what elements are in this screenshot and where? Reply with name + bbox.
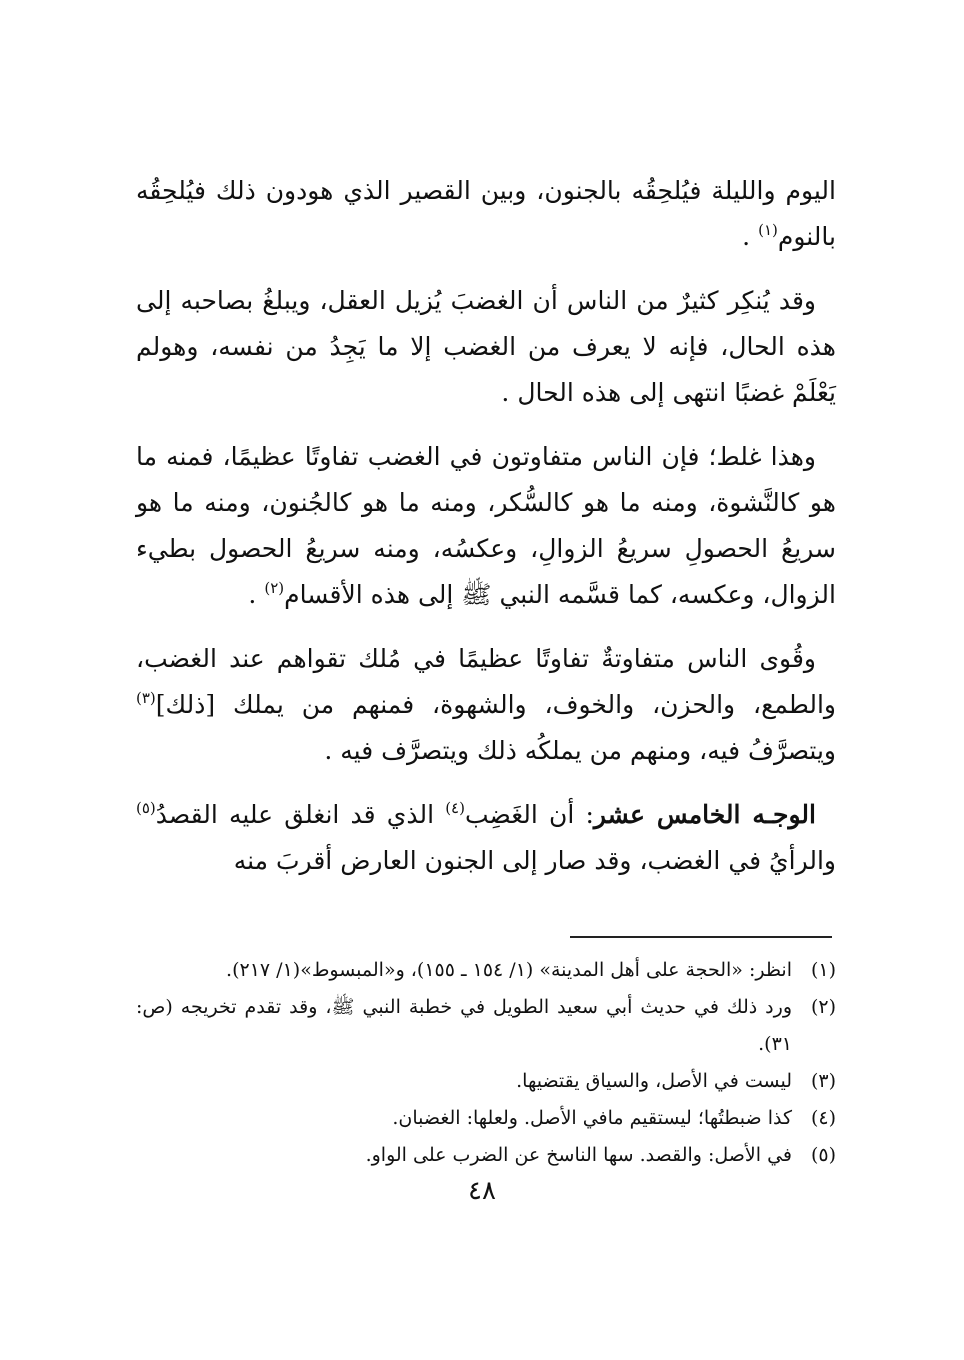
footnote-text: انظر: «الحجة على أهل المدينة» (١/ ١٥٤ ـ ١٥٥)، و«المبسوط»(١/ ٢١٧). [226, 959, 792, 981]
footnotes [136, 952, 836, 1174]
footnote-ref-3[interactable]: (٣) [136, 689, 156, 707]
footnote-text: كذا ضبطتُها؛ ليستقيم مافي الأصل. ولعلها: الغضبان. [392, 1107, 792, 1129]
footnote-number: (٢) [810, 996, 836, 1018]
paragraph-5-text-c: والرأيُ في الغضب، وقد صار إلى الجنون العارض أقربَ منه [233, 846, 836, 875]
footnote-item [136, 989, 836, 1063]
footnote-text: ورد ذلك في حديث أبي سعيد الطويل في خطبة النبي ﷺ، وقد تقدم تخريجه (ص: ٣١). [136, 996, 792, 1055]
paragraph-4-end: ويتصرَّفُ فيه، ومنهم من يملكُه ذلك ويتصرَّف فيه . [324, 736, 836, 765]
main-text [136, 168, 836, 902]
section-heading: الوجـه الخامس عشر [593, 800, 816, 829]
footnote-item [136, 952, 836, 989]
paragraph-4-text: وقُوى الناس متفاوتةٌ تفاوتًا عظيمًا في مُلك تقواهم عند الغضب، والطمع، والحزن، والخوف، والشهوة، فمنهم من يملك [ذلك] [136, 644, 836, 719]
paragraph-2 [136, 278, 836, 416]
footnote-ref-1[interactable]: (١) [758, 221, 778, 239]
paragraph-3-text: وهذا غلط؛ فإن الناس متفاوتون في الغضب تفاوتًا عظيمًا، فمنه ما هو كالنَّشوة، ومنه ما هو كالسُّكر، ومنه ما هو كالجُنون، ومنه ما هو سريعُ الحصولِ سريعُ الزوالِ، وعكسُه، ومنه سريعُ الحصول بطيء الزوال، وعكسه، كما قسَّمه النبي ﷺ إلى هذه الأقسام [136, 442, 836, 609]
footnote-number: (٥) [810, 1144, 836, 1166]
footnote-ref-2[interactable]: (٢) [264, 579, 285, 597]
paragraph-2-text: وقد يُنكِر كثيرٌ من الناس أن الغضبَ يُزيل العقل، ويبلغُ بصاحبه إلى هذه الحال، فإنه لا يعرف من الغضب إلا ما يَجِدُ من نفسه، وهولم يَعْلَمْ غضبًا انتهى إلى هذه الحال . [136, 286, 836, 407]
paragraph-1 [136, 168, 836, 260]
paragraph-1-text: اليوم والليلة فيُلحِقُه بالجنون، وبين القصير الذي هودون ذلك فيُلحِقُه بالنوم [136, 176, 836, 251]
footnote-item [136, 1100, 836, 1137]
paragraph-1-end: . [742, 222, 759, 251]
footnote-item [136, 1137, 836, 1174]
footnote-number: (١) [810, 959, 836, 981]
page-number: ٤٨ [468, 1176, 496, 1206]
footnote-number: (٤) [810, 1107, 836, 1129]
footnote-ref-5[interactable]: (٥) [136, 799, 156, 817]
footnote-separator [570, 936, 832, 938]
footnote-text: ليست في الأصل، والسياق يقتضيها. [516, 1070, 792, 1092]
footnote-item [136, 1063, 836, 1100]
paragraph-4 [136, 636, 836, 774]
paragraph-3 [136, 434, 836, 618]
paragraph-5-text-b: الذي قد انغلق عليه القصدُ [155, 800, 446, 829]
paragraph-5 [136, 792, 836, 884]
footnote-ref-4[interactable]: (٤) [445, 799, 465, 817]
footnote-text: في الأصل: والقصد. سها الناسخ عن الضرب على الواو. [365, 1144, 792, 1166]
footnote-number: (٣) [810, 1070, 836, 1092]
paragraph-5-text-a: : أن الغَضِب [464, 800, 594, 829]
paragraph-3-end: . [248, 580, 265, 609]
